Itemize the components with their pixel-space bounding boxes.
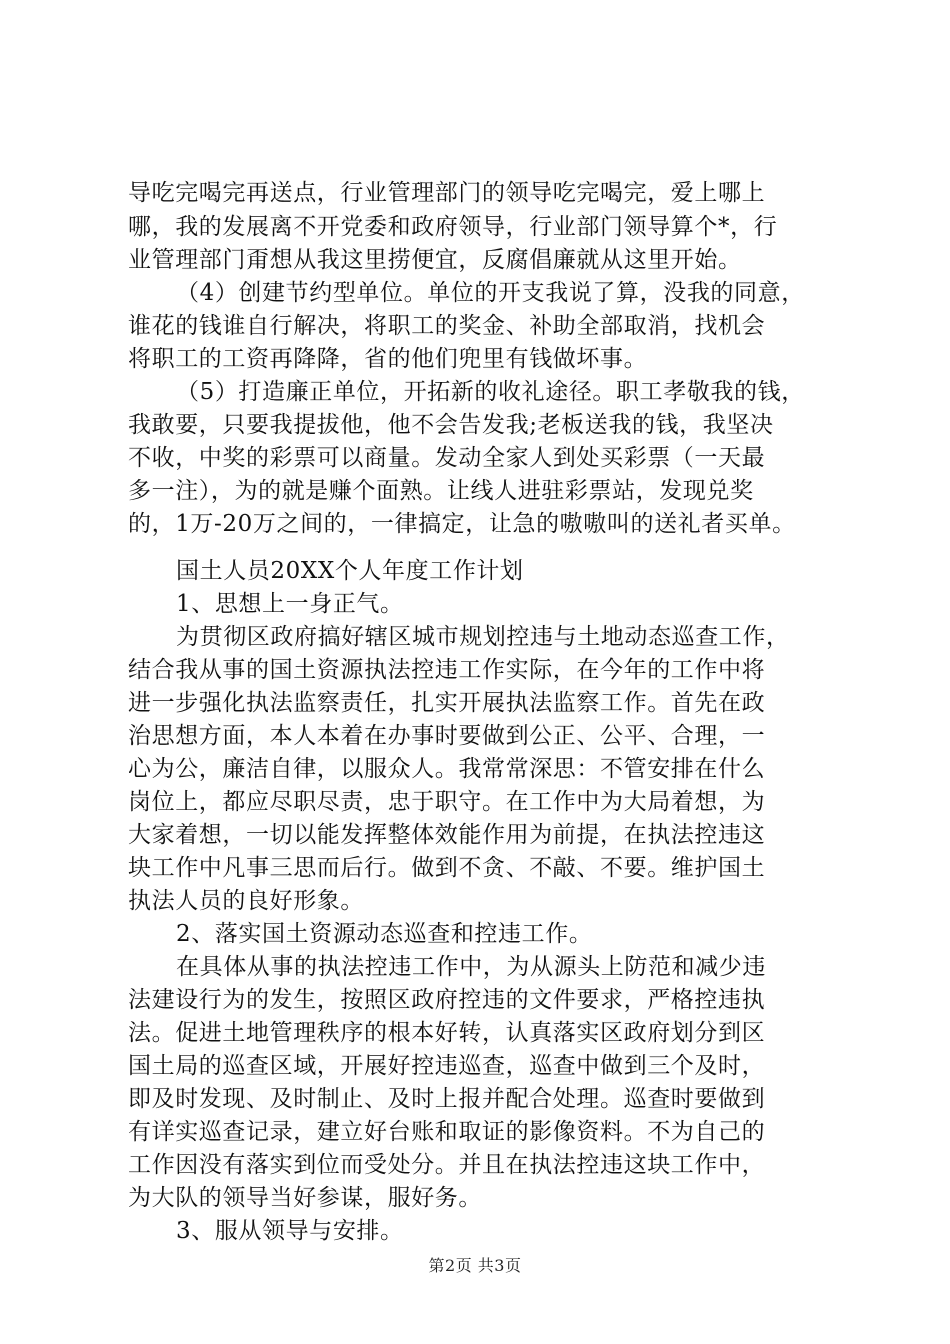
text-line: 多一注），为的就是赚个面熟。让线人进驻彩票站，发现兑奖 — [128, 478, 754, 504]
paragraph-start-line: （4）创建节约型单位。单位的开支我说了算，没我的同意， — [176, 280, 805, 306]
text-line: 法。促进土地管理秩序的根本好转，认真落实区政府划分到区 — [128, 1020, 766, 1046]
text-line: 即及时发现、及时制止、及时上报并配合处理。巡查时要做到 — [128, 1086, 766, 1112]
page-number-footer: 第2页 共3页 — [428, 1256, 522, 1275]
text-line: 结合我从事的国土资源执法控违工作实际，在今年的工作中将 — [128, 657, 766, 683]
text-line: 为大队的领导当好参谋，服好务。 — [128, 1185, 482, 1211]
text-line: 进一步强化执法监察责任，扎实开展执法监察工作。首先在政 — [128, 690, 766, 716]
text-line: 有详实巡查记录，建立好台账和取证的影像资料。不为自己的 — [128, 1119, 766, 1145]
paragraph-start-line: 在具体从事的执法控违工作中，为从源头上防范和减少违 — [176, 954, 766, 980]
text-line: 大家着想，一切以能发挥整体效能作用为前提，在执法控违这 — [128, 822, 766, 848]
text-line: 国土局的巡查区域，开展好控违巡查，巡查中做到三个及时， — [128, 1053, 766, 1079]
text-line: 不收，中奖的彩票可以商量。发动全家人到处买彩票（一天最 — [128, 445, 766, 471]
paragraph-start-line: （5）打造廉正单位，开拓新的收礼途径。职工孝敬我的钱， — [176, 379, 805, 405]
section-heading: 2、落实国土资源动态巡查和控违工作。 — [176, 921, 593, 947]
text-line: 工作因没有落实到位而受处分。并且在执法控违这块工作中， — [128, 1152, 766, 1178]
paragraph-start-line: 为贯彻区政府搞好辖区城市规划控违与土地动态巡查工作， — [176, 624, 790, 650]
text-line: 业管理部门甭想从我这里捞便宜，反腐倡廉就从这里开始。 — [128, 247, 742, 273]
text-line: 谁花的钱谁自行解决，将职工的奖金、补助全部取消，找机会 — [128, 313, 766, 339]
text-line: 治思想方面，本人本着在办事时要做到公正、公平、合理，一 — [128, 723, 766, 749]
text-line: 法建设行为的发生，按照区政府控违的文件要求，严格控违执 — [128, 987, 766, 1013]
text-line: 心为公，廉洁自律，以服众人。我常常深思：不管安排在什么 — [128, 756, 766, 782]
section-heading: 3、服从领导与安排。 — [176, 1218, 404, 1244]
text-line: 岗位上，都应尽职尽责，忠于职守。在工作中为大局着想，为 — [128, 789, 766, 815]
text-line: 导吃完喝完再送点，行业管理部门的领导吃完喝完，爱上哪上 — [128, 180, 766, 206]
text-line: 块工作中凡事三思而后行。做到不贪、不敲、不要。维护国土 — [128, 855, 766, 881]
text-line: 执法人员的良好形象。 — [128, 888, 364, 914]
section-title: 国土人员20XX个人年度工作计划 — [176, 558, 524, 584]
text-line: 将职工的工资再降降，省的他们兜里有钱做坏事。 — [128, 346, 648, 372]
text-line: 我敢要，只要我提拔他，他不会告发我;老板送我的钱，我坚决 — [128, 412, 774, 438]
text-line: 的，1万-20万之间的，一律搞定，让急的嗷嗷叫的送礼者买单。 — [128, 511, 796, 537]
text-line: 哪，我的发展离不开党委和政府领导，行业部门领导算个*，行 — [128, 214, 778, 240]
section-heading: 1、思想上一身正气。 — [176, 591, 404, 617]
